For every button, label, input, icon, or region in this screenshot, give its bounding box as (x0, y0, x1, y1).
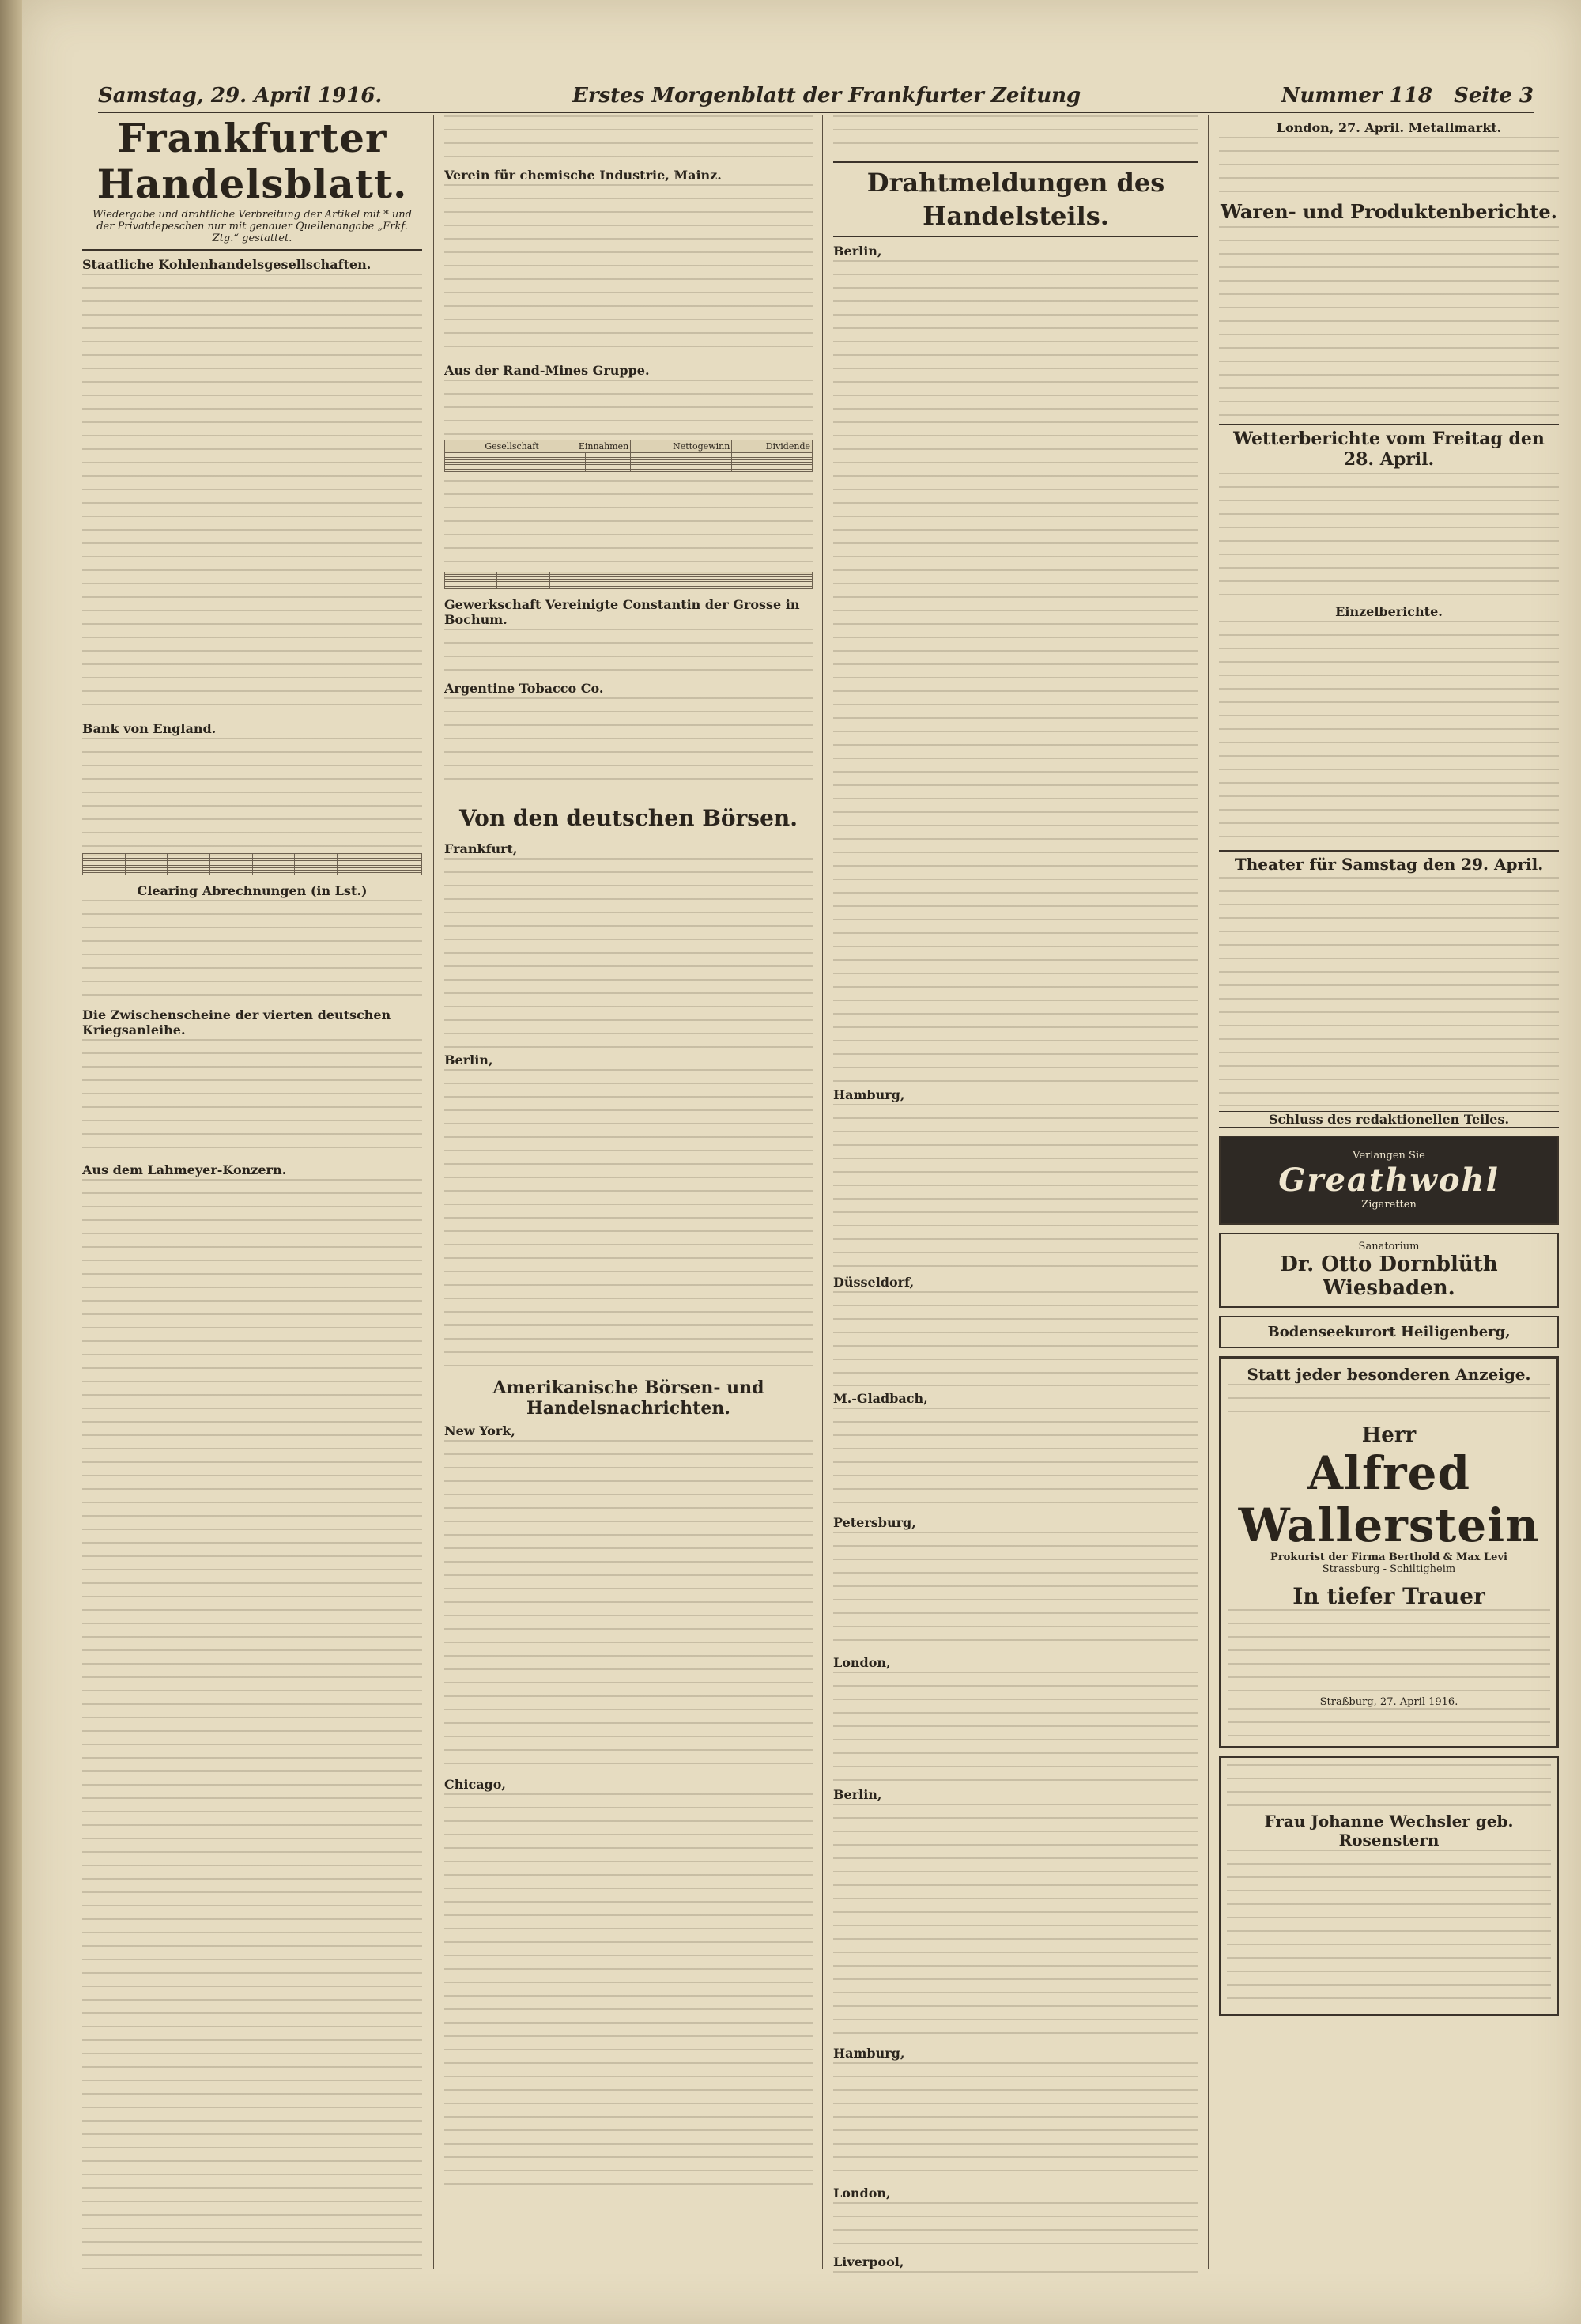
article-text-block (444, 697, 813, 792)
ad-title: Sanatorium (1358, 1241, 1420, 1253)
weather-table (1219, 621, 1559, 842)
article-text-block (833, 1291, 1198, 1386)
ad-name: Dr. Otto Dornblüth Wiesbaden. (1280, 1253, 1498, 1300)
advertisement-spa (1219, 1316, 1559, 1348)
masthead: Frankfurter Handelsblatt. (96, 115, 408, 207)
obit-name: Alfred Wallerstein (1238, 1446, 1540, 1552)
column-4 (1219, 115, 1559, 2277)
issue-number: Nummer 118 (1281, 84, 1432, 108)
article-text-block (444, 629, 813, 676)
obit-mourning: In tiefer Trauer (1292, 1583, 1485, 1609)
advertisement-cigarettes (1219, 1136, 1559, 1225)
ad-brand: Greathwohl (1278, 1162, 1500, 1199)
article-headline: Aus dem Lahmeyer-Konzern. (82, 1162, 287, 1177)
newspaper-page (22, 0, 1581, 2324)
obit-text (1228, 1708, 1550, 1740)
section-title: Waren- und Produktenberichte. (1220, 200, 1558, 223)
obit-text (1228, 1609, 1550, 1696)
article-text-block (444, 1069, 813, 1370)
city-dateline: M.-Gladbach, (833, 1391, 928, 1406)
binding-spine (0, 0, 22, 2324)
bank-table (82, 853, 422, 875)
column-rule (1208, 115, 1209, 2269)
city-dateline: London, (833, 1655, 891, 1670)
header-date: Samstag, 29. April 1916. (98, 84, 383, 108)
article-text-block (833, 1532, 1198, 1650)
city-dateline: Hamburg, (833, 1087, 905, 1102)
city-dateline: London, (833, 2186, 891, 2201)
city-dateline: Chicago, (444, 1777, 506, 1792)
obit-place: Strassburg - Schiltigheim (1322, 1563, 1456, 1575)
article-text-block (444, 480, 813, 567)
article-text-block (1219, 226, 1559, 416)
city-dateline: Hamburg, (833, 2046, 905, 2061)
column-3 (833, 115, 1198, 2277)
quotation-tables (444, 1440, 813, 1772)
obit-header: Statt jeder besonderen Anzeige. (1247, 1365, 1531, 1384)
metal-table (1219, 137, 1559, 192)
article-headline: Gewerkschaft Vereinigte Constantin der Grosse in Bochum. (444, 597, 800, 627)
table-title: Clearing Abrechnungen (in Lst.) (137, 883, 368, 898)
ad-title: Bodenseekurort Heiligenberg, (1267, 1324, 1511, 1340)
quotation-tables (444, 1793, 813, 2189)
table-title: London, 27. April. Metallmarkt. (1276, 120, 1502, 135)
column-rule (433, 115, 434, 2269)
article-text-block (444, 380, 813, 435)
article-text-block (833, 1804, 1198, 2041)
article-text-block (833, 260, 1198, 1083)
obit-subtitle: Prokurist der Firma Berthold & Max Levi (1270, 1551, 1507, 1563)
ad-pretext: Verlangen Sie (1353, 1150, 1425, 1162)
section-title: Wetterberichte vom Freitag den 28. April. (1219, 424, 1559, 470)
article-headline: Verein für chemische Industrie, Mainz. (444, 168, 722, 183)
article-text-block (833, 1104, 1198, 1270)
city-dateline: Berlin, (444, 1052, 493, 1068)
mines-output-table (444, 572, 813, 589)
obit-text (1228, 1384, 1550, 1423)
section-title: Einzelberichte. (1335, 604, 1443, 619)
article-text-block (82, 1039, 422, 1158)
article-text-block (82, 274, 422, 716)
page-header (98, 79, 1534, 113)
section-title: Von den deutschen Börsen. (459, 805, 798, 831)
city-dateline: Berlin, (833, 1787, 882, 1802)
city-dateline: New York, (444, 1423, 515, 1438)
article-text-block (444, 184, 813, 358)
article-text-block (833, 115, 1198, 152)
quotation-table (833, 1672, 1198, 1782)
article-text-block (82, 1179, 422, 2277)
advertisement-sanatorium (1219, 1233, 1559, 1308)
obituary-notice (1219, 1356, 1559, 1748)
obituary-notice-2 (1219, 1756, 1559, 2016)
article-headline: Staatliche Kohlenhandelsgesellschaften. (82, 257, 372, 272)
column-1 (82, 115, 422, 2277)
article-text-block (82, 738, 422, 848)
column-rule (822, 115, 823, 2269)
article-text-block (833, 2062, 1198, 2181)
obit-title: Herr (1361, 1423, 1417, 1447)
city-dateline: Frankfurt, (444, 841, 518, 856)
article-text-block (833, 1408, 1198, 1510)
end-editorial-note: Schluss des redaktionellen Teiles. (1219, 1111, 1559, 1128)
city-dateline: Berlin, (833, 244, 882, 259)
obit-text (1227, 1850, 1551, 2008)
clearing-rows (82, 900, 422, 1003)
header-issue (1281, 84, 1534, 108)
article-headline: Bank von England. (82, 721, 217, 736)
section-title: Theater für Samstag den 29. April. (1219, 850, 1559, 874)
article-text-block (1219, 473, 1559, 599)
article-headline: Die Zwischenscheine der vierten deutschen Kriegsanleihe. (82, 1007, 391, 1037)
section-title: Amerikanische Börsen- und Handelsnachrichten. (492, 1377, 764, 1419)
obit-name: Frau Johanne Wechsler geb. Rosenstern (1264, 1812, 1514, 1850)
obit-date: Straßburg, 27. April 1916. (1319, 1696, 1458, 1708)
quotation-table (833, 2271, 1198, 2277)
article-text-block (444, 115, 813, 163)
page-number: Seite 3 (1454, 84, 1534, 108)
article-headline: Argentine Tobacco Co. (444, 681, 604, 696)
header-edition: Erstes Morgenblatt der Frankfurter Zeitung (572, 84, 1081, 108)
city-dateline: Düsseldorf, (833, 1275, 915, 1290)
theater-listing (1219, 877, 1559, 1106)
column-2 (444, 115, 813, 2277)
article-headline: Aus der Rand-Mines Gruppe. (444, 363, 650, 378)
masthead-note: Wiedergabe und drahtliche Verbreitung der Artikel mit * und der Privatdepeschen nur mit genauer Quellenangabe „Frkf. Ztg.“ gestattet. (82, 209, 422, 251)
ad-posttext: Zigaretten (1361, 1199, 1417, 1211)
article-text-block (444, 858, 813, 1048)
city-dateline: Petersburg, (833, 1515, 916, 1530)
city-dateline: Liverpool, (833, 2254, 904, 2269)
section-title: Drahtmeldungen des Handelsteils. (833, 161, 1198, 237)
rand-mines-table: Gesellschaft Einnahmen Nettogewinn Dividende (444, 440, 813, 472)
article-text-block (833, 2202, 1198, 2250)
obit-text (1227, 1764, 1551, 1812)
